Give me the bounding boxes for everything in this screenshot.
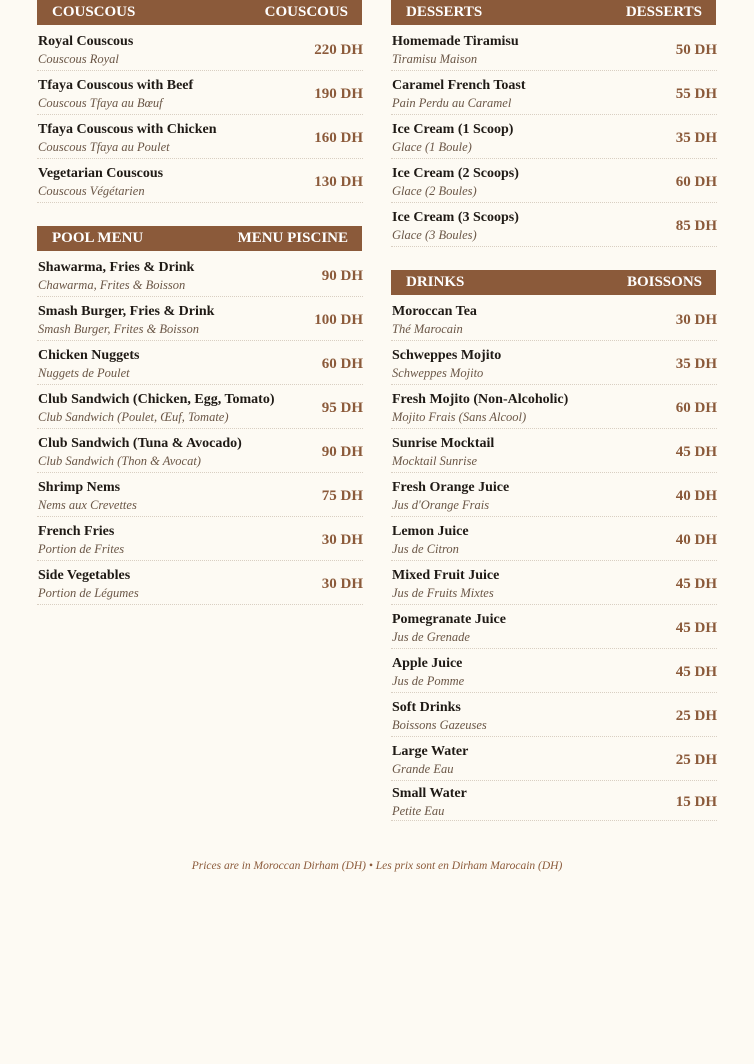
item-price: 90 DH xyxy=(321,444,363,460)
item-name-en: Large Water xyxy=(392,744,469,759)
item-name-fr: Nems aux Crevettes xyxy=(38,498,137,512)
item-price: 90 DH xyxy=(321,268,363,284)
item-name-fr: Boissons Gazeuses xyxy=(392,718,487,732)
menu-item xyxy=(391,345,717,385)
item-name-en: Vegetarian Couscous xyxy=(38,166,164,181)
item-name-fr: Jus de Fruits Mixtes xyxy=(392,586,494,600)
section-title-fr: DESSERTS xyxy=(625,4,702,20)
item-price: 30 DH xyxy=(321,532,363,548)
menu-item xyxy=(391,389,717,429)
item-price: 30 DH xyxy=(675,312,717,328)
item-name-fr: Jus de Citron xyxy=(392,542,459,556)
section-title-en: DRINKS xyxy=(406,274,465,290)
item-name-en: Royal Couscous xyxy=(38,34,134,49)
menu-item xyxy=(37,345,363,385)
section-title-en: POOL MENU xyxy=(52,230,144,246)
item-price: 60 DH xyxy=(675,400,717,416)
item-price: 45 DH xyxy=(675,664,717,680)
left-column xyxy=(37,0,363,628)
item-name-en: Shawarma, Fries & Drink xyxy=(38,260,195,275)
section-title-fr: MENU PISCINE xyxy=(237,230,348,246)
item-name-fr: Portion de Frites xyxy=(38,542,125,556)
item-name-en: Lemon Juice xyxy=(392,524,469,539)
item-name-fr: Couscous Végétarien xyxy=(38,184,145,198)
menu-item xyxy=(37,163,363,203)
item-name-en: Ice Cream (3 Scoops) xyxy=(392,210,519,225)
item-price: 50 DH xyxy=(675,42,717,58)
item-price: 25 DH xyxy=(675,752,717,768)
menu-item xyxy=(37,257,363,297)
item-price: 60 DH xyxy=(321,356,363,372)
item-name-en: Homemade Tiramisu xyxy=(392,34,519,49)
section-pool-menu xyxy=(37,226,363,605)
menu-item xyxy=(37,31,363,71)
section-header xyxy=(37,0,362,25)
price-footnote: Prices are in Moroccan Dirham (DH) • Les prix sont en Dirham Marocain (DH) xyxy=(191,860,563,872)
item-name-en: Club Sandwich (Chicken, Egg, Tomato) xyxy=(38,392,275,407)
menu-item xyxy=(37,433,363,473)
item-name-fr: Glace (3 Boules) xyxy=(392,228,477,242)
section-header xyxy=(37,226,362,251)
item-price: 85 DH xyxy=(675,218,717,234)
menu-item xyxy=(37,565,363,605)
item-name-fr: Nuggets de Poulet xyxy=(38,366,130,380)
item-name-fr: Petite Eau xyxy=(392,804,445,818)
item-name-fr: Chawarma, Frites & Boisson xyxy=(38,278,186,292)
menu-item xyxy=(391,785,717,821)
item-price: 160 DH xyxy=(314,130,363,146)
item-name-fr: Portion de Légumes xyxy=(38,586,139,600)
item-name-fr: Club Sandwich (Thon & Avocat) xyxy=(38,454,201,468)
section-desserts xyxy=(391,0,717,247)
item-name-fr: Glace (2 Boules) xyxy=(392,184,477,198)
item-price: 95 DH xyxy=(321,400,363,416)
item-name-fr: Thé Marocain xyxy=(392,322,463,336)
item-name-en: Tfaya Couscous with Beef xyxy=(38,78,194,93)
item-name-en: Ice Cream (2 Scoops) xyxy=(392,166,519,181)
item-name-fr: Jus de Pomme xyxy=(392,674,465,688)
menu-item xyxy=(391,697,717,737)
item-name-fr: Mojito Frais (Sans Alcool) xyxy=(392,410,527,424)
menu-items xyxy=(391,295,717,821)
item-name-en: Fresh Orange Juice xyxy=(392,480,510,495)
item-price: 45 DH xyxy=(675,444,717,460)
item-name-en: Schweppes Mojito xyxy=(392,348,502,363)
menu-item xyxy=(391,31,717,71)
item-price: 55 DH xyxy=(675,86,717,102)
item-name-en: French Fries xyxy=(38,524,115,539)
item-name-fr: Jus de Grenade xyxy=(392,630,470,644)
menu-item xyxy=(391,301,717,341)
menu-item xyxy=(37,301,363,341)
item-name-fr: Pain Perdu au Caramel xyxy=(392,96,512,110)
item-name-en: Fresh Mojito (Non-Alcoholic) xyxy=(392,392,569,407)
item-price: 40 DH xyxy=(675,488,717,504)
item-price: 75 DH xyxy=(321,488,363,504)
item-price: 220 DH xyxy=(314,42,363,58)
section-title-en: DESSERTS xyxy=(406,4,483,20)
section-couscous xyxy=(37,0,363,203)
item-price: 35 DH xyxy=(675,130,717,146)
menu-item xyxy=(391,75,717,115)
menu-item xyxy=(37,521,363,561)
item-name-en: Mixed Fruit Juice xyxy=(392,568,500,583)
item-price: 40 DH xyxy=(675,532,717,548)
menu-item xyxy=(391,163,717,203)
section-header xyxy=(391,270,716,295)
item-name-en: Club Sandwich (Tuna & Avocado) xyxy=(38,436,242,451)
item-name-fr: Grande Eau xyxy=(392,762,454,776)
item-price: 130 DH xyxy=(314,174,363,190)
menu-items xyxy=(37,251,363,605)
item-name-en: Sunrise Mocktail xyxy=(392,436,495,451)
section-title-en: COUSCOUS xyxy=(52,4,136,20)
menu-items xyxy=(37,25,363,203)
item-name-en: Side Vegetables xyxy=(38,568,131,583)
menu-item xyxy=(391,119,717,159)
menu-item xyxy=(391,565,717,605)
section-header xyxy=(391,0,716,25)
item-name-en: Pomegranate Juice xyxy=(392,612,506,627)
item-name-en: Tfaya Couscous with Chicken xyxy=(38,122,217,137)
menu-item xyxy=(37,75,363,115)
menu-item xyxy=(391,433,717,473)
item-name-fr: Jus d'Orange Frais xyxy=(392,498,490,512)
item-name-en: Smash Burger, Fries & Drink xyxy=(38,304,215,319)
item-name-en: Moroccan Tea xyxy=(392,304,477,319)
menu-item xyxy=(37,119,363,159)
menu-item xyxy=(391,477,717,517)
item-price: 30 DH xyxy=(321,576,363,592)
menu-item xyxy=(391,207,717,247)
item-price: 35 DH xyxy=(675,356,717,372)
item-name-fr: Schweppes Mojito xyxy=(392,366,484,380)
right-column xyxy=(391,0,717,844)
item-name-en: Small Water xyxy=(392,786,467,801)
item-name-en: Soft Drinks xyxy=(392,700,461,715)
item-name-fr: Club Sandwich (Poulet, Œuf, Tomate) xyxy=(38,410,229,424)
item-price: 190 DH xyxy=(314,86,363,102)
menu-item xyxy=(37,389,363,429)
item-name-fr: Glace (1 Boule) xyxy=(392,140,472,154)
menu-items xyxy=(391,25,717,247)
menu-item xyxy=(391,521,717,561)
item-name-en: Apple Juice xyxy=(392,656,463,671)
section-drinks xyxy=(391,270,717,821)
item-name-fr: Mocktail Sunrise xyxy=(392,454,478,468)
section-title-fr: COUSCOUS xyxy=(264,4,348,20)
item-name-en: Caramel French Toast xyxy=(392,78,526,93)
menu-item xyxy=(391,609,717,649)
menu-item xyxy=(391,653,717,693)
item-price: 15 DH xyxy=(675,794,717,810)
item-name-fr: Tiramisu Maison xyxy=(392,52,478,66)
item-name-fr: Couscous Tfaya au Bœuf xyxy=(38,96,163,110)
item-name-en: Chicken Nuggets xyxy=(38,348,140,363)
menu-item xyxy=(37,477,363,517)
item-price: 25 DH xyxy=(675,708,717,724)
item-name-en: Ice Cream (1 Scoop) xyxy=(392,122,514,137)
item-name-fr: Couscous Tfaya au Poulet xyxy=(38,140,170,154)
item-price: 45 DH xyxy=(675,576,717,592)
item-name-en: Shrimp Nems xyxy=(38,480,121,495)
item-name-fr: Smash Burger, Frites & Boisson xyxy=(38,322,199,336)
item-price: 100 DH xyxy=(314,312,363,328)
item-name-fr: Couscous Royal xyxy=(38,52,119,66)
section-title-fr: BOISSONS xyxy=(626,274,702,290)
item-price: 60 DH xyxy=(675,174,717,190)
item-price: 45 DH xyxy=(675,620,717,636)
menu-item xyxy=(391,741,717,781)
